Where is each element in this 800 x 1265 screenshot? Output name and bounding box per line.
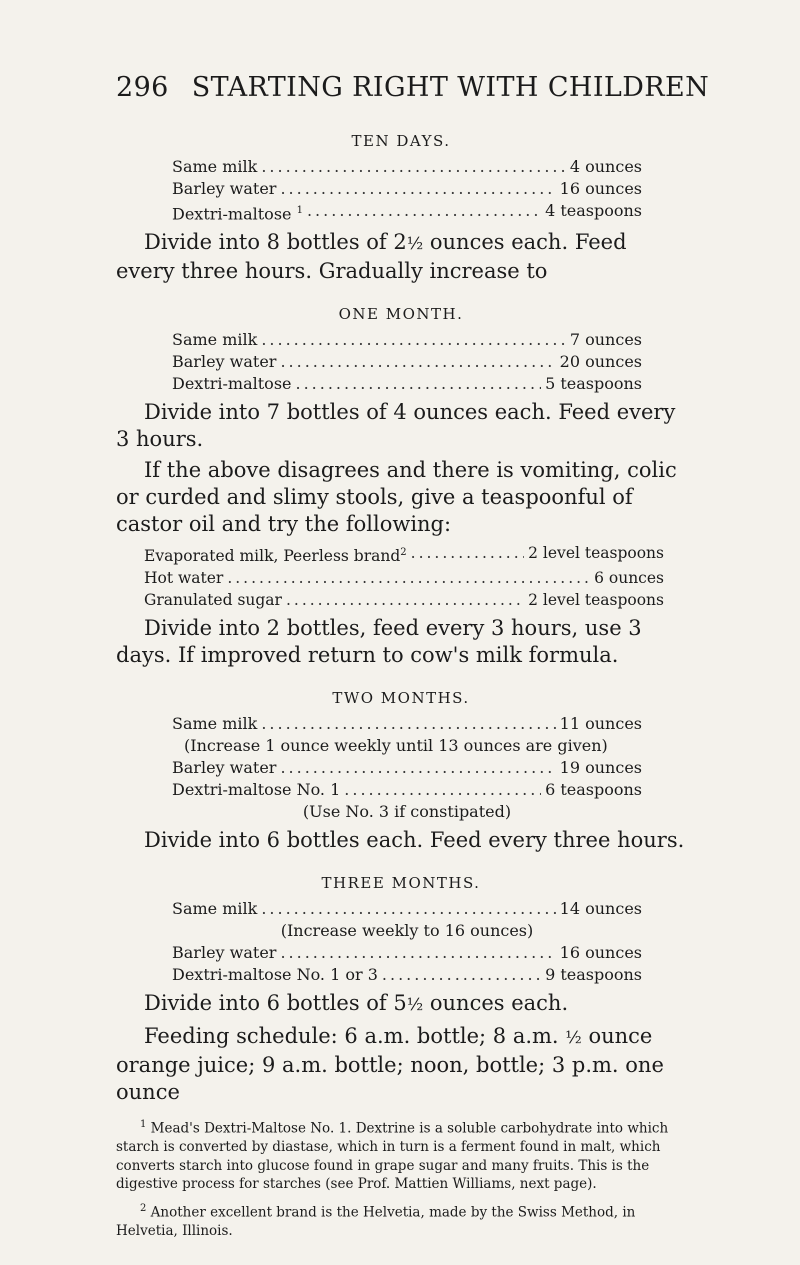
footnote-mark: 2	[140, 1202, 147, 1214]
dot-leader	[280, 757, 555, 779]
formula-row	[144, 542, 664, 567]
dot-leader	[280, 942, 555, 964]
section-heading-two-months: TWO MONTHS.	[332, 689, 470, 708]
footnote-mark: 1	[140, 1119, 147, 1131]
footnote	[116, 1116, 686, 1194]
dot-leader	[286, 589, 524, 611]
formula-row	[172, 757, 642, 779]
formula-row	[172, 200, 642, 225]
instruction-paragraph: Divide into 2 bottles, feed every 3 hours, use 3 days. If improved return to cow's milk formula.	[116, 616, 642, 668]
fraction: ½	[565, 1028, 582, 1049]
ingredient-name: Barley water	[172, 758, 277, 778]
running-title: STARTING RIGHT WITH CHILDREN	[191, 72, 710, 103]
formula-note: (Increase weekly to 16 ounces)	[280, 921, 534, 941]
dot-leader	[280, 178, 555, 200]
ingredient-name: Same milk	[172, 899, 258, 919]
formula-row	[172, 329, 642, 351]
ingredient-amount: 9 teaspoons	[545, 965, 642, 985]
para-text: ounces each. Feed every three hours. Gradually increase to	[116, 230, 627, 284]
formula-three-months	[172, 898, 642, 986]
instruction-paragraph: Divide into 7 bottles of 4 ounces each. Feed every 3 hours.	[116, 400, 676, 452]
formula-row	[172, 178, 642, 200]
dot-leader	[344, 779, 541, 801]
formula-ten-days	[172, 156, 642, 225]
ingredient-amount: 11 ounces	[559, 714, 642, 734]
dot-leader	[261, 329, 566, 351]
fraction: ½	[406, 234, 424, 255]
instruction-paragraph: Divide into 6 bottles each. Feed every three hours.	[144, 828, 685, 853]
section-heading-ten-days: TEN DAYS.	[351, 132, 451, 150]
formula-row	[172, 373, 642, 395]
footnote-text: Another excellent brand is the Helvetia, made by the Swiss Method, in Helvetia, Illinois.	[116, 1204, 636, 1239]
formula-row	[172, 942, 642, 964]
dot-leader	[261, 156, 566, 178]
ingredient-amount: 16 ounces	[559, 179, 642, 198]
spacer	[116, 285, 686, 305]
ingredient-amount: 16 ounces	[559, 943, 642, 963]
ingredient-amount: 6 ounces	[594, 569, 664, 588]
para-text: ounce orange juice; 9 a.m. bottle; noon, bottle; 3 p.m. one ounce	[116, 1024, 664, 1105]
dot-leader	[382, 964, 541, 986]
ingredient-name: Same milk	[172, 157, 258, 176]
ingredient-amount: 4 teaspoons	[545, 201, 642, 220]
ingredient-amount: 2 level teaspoons	[528, 544, 664, 563]
ingredient-name: Hot water	[144, 569, 224, 588]
page-content	[116, 132, 686, 1246]
formula-row	[172, 713, 642, 735]
footnote-ref: 2	[400, 547, 407, 559]
ingredient-amount: 7 ounces	[569, 330, 642, 350]
para-text: Divide into 8 bottles of 2	[144, 230, 407, 255]
formula-note: (Use No. 3 if constipated)	[302, 802, 512, 822]
formula-row	[172, 351, 642, 373]
instruction-paragraph: If the above disagrees and there is vomiting, colic or curded and slimy stools, give a teaspoonful of castor oil and try the following:	[116, 458, 677, 537]
footnotes	[116, 1116, 686, 1240]
page-header	[116, 72, 709, 103]
ingredient-name: Barley water	[172, 943, 277, 963]
section-heading-one-month: ONE MONTH.	[338, 305, 464, 324]
instruction-paragraph	[116, 990, 686, 1019]
dot-leader	[296, 373, 542, 395]
formula-two-months	[172, 713, 642, 801]
ingredient-name: Barley water	[172, 352, 277, 372]
ingredient-name-text: Evaporated milk, Peerless brand	[144, 547, 401, 566]
ingredient-name: Same milk	[172, 330, 258, 350]
ingredient-name: Dextri-maltose	[172, 374, 292, 394]
formula-row	[172, 898, 642, 920]
ingredient-amount: 2 level teaspoons	[528, 591, 664, 610]
ingredient-name	[172, 200, 303, 225]
para-text: Feeding schedule: 6 a.m. bottle; 8 a.m.	[144, 1024, 566, 1049]
formula-row	[144, 567, 664, 589]
dot-leader	[261, 898, 555, 920]
ingredient-name: Dextri-maltose No. 1	[172, 780, 341, 800]
dot-leader	[280, 351, 555, 373]
para-text: ounces each.	[423, 991, 569, 1016]
feeding-schedule	[116, 1023, 686, 1106]
formula-row	[144, 589, 664, 611]
ingredient-name: Same milk	[172, 714, 258, 734]
ingredient-amount: 5 teaspoons	[545, 374, 642, 394]
fraction: ½	[406, 995, 424, 1016]
footnote-text: Mead's Dextri-Maltose No. 1. Dextrine is a soluble carbohydrate into which starch is converted by diastase, which in turn is a ferment found in malt, which converts starch into glucose found in grape sugar and many fruits. This is the digestive process for starches (see Prof. Mattien Williams, next page).	[116, 1120, 669, 1193]
footnote-ref: 1	[296, 205, 303, 216]
ingredient-amount: 20 ounces	[559, 352, 642, 372]
ingredient-name-text: Dextri-maltose	[172, 204, 292, 224]
dot-leader	[227, 567, 590, 589]
instruction-paragraph	[116, 229, 686, 285]
spacer	[116, 669, 686, 689]
formula-alternative	[144, 542, 664, 611]
ingredient-name: Dextri-maltose No. 1 or 3	[172, 965, 378, 985]
para-text: Divide into 6 bottles of 5	[144, 991, 407, 1016]
dot-leader	[307, 200, 541, 225]
ingredient-amount: 6 teaspoons	[545, 780, 642, 800]
page-number: 296	[116, 72, 169, 103]
ingredient-amount: 14 ounces	[559, 899, 642, 919]
dot-leader	[261, 713, 555, 735]
footnote	[116, 1200, 686, 1241]
formula-row	[172, 156, 642, 178]
formula-row	[172, 964, 642, 986]
ingredient-amount: 4 ounces	[569, 157, 642, 176]
ingredient-name: Granulated sugar	[144, 591, 282, 610]
formula-row	[172, 779, 642, 801]
ingredient-name: Barley water	[172, 179, 277, 198]
spacer	[116, 854, 686, 874]
ingredient-name	[144, 542, 407, 567]
section-heading-three-months: THREE MONTHS.	[321, 874, 481, 893]
formula-note: (Increase 1 ounce weekly until 13 ounces are given)	[184, 736, 608, 756]
formula-one-month	[172, 329, 642, 395]
ingredient-amount: 19 ounces	[559, 758, 642, 778]
dot-leader	[411, 542, 525, 567]
